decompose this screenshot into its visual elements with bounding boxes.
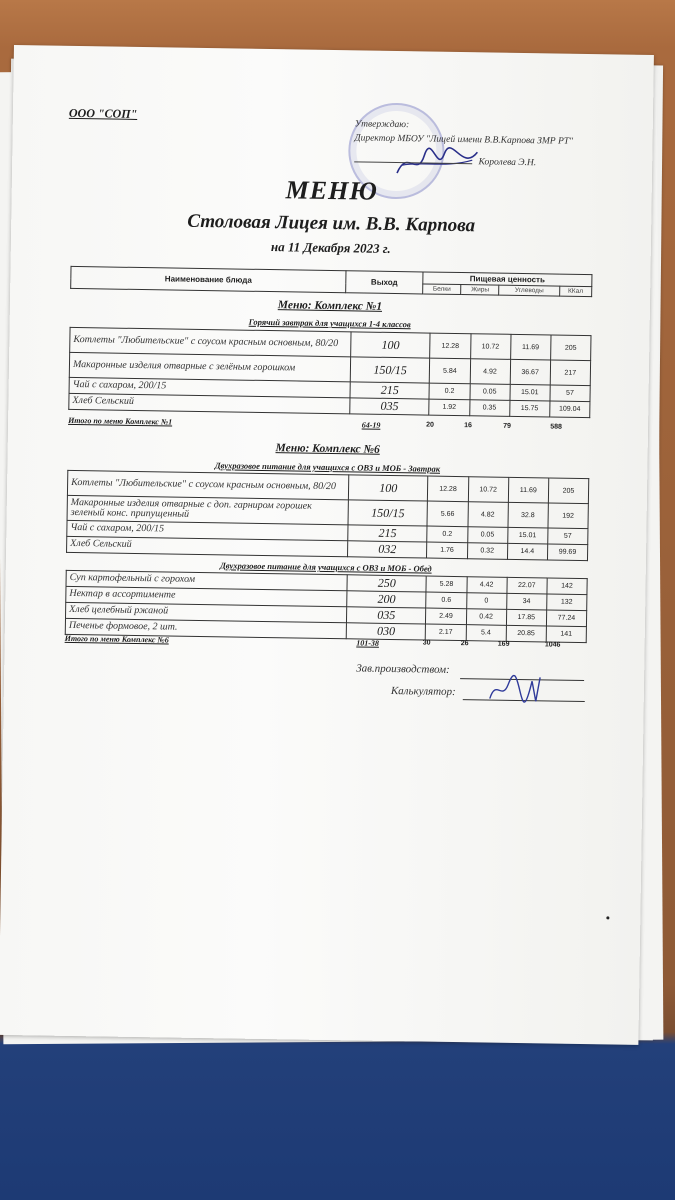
approval-signer: Королева Э.Н. — [478, 156, 537, 168]
dish-yield: 030 — [346, 623, 426, 640]
dish-name: Макаронные изделия отварные с доп. гарниром горошек зеленый конс. припущенный — [67, 495, 348, 524]
header-nutrition: Пищевая ценность — [423, 272, 592, 287]
dish-carbs: 15.01 — [510, 384, 550, 401]
dish-yield: 215 — [350, 382, 430, 399]
dish-kcal: 99.69 — [547, 544, 587, 561]
dish-fats: 0.05 — [467, 527, 507, 544]
dish-proteins: 5.28 — [426, 576, 466, 593]
dish-proteins: 2.17 — [426, 624, 466, 641]
approval-block — [354, 118, 605, 171]
dish-proteins: 1.76 — [427, 542, 467, 559]
dish-kcal: 132 — [546, 594, 586, 611]
dish-proteins: 5.84 — [430, 358, 471, 384]
dish-name: Чай с сахаром, 200/15 — [67, 520, 348, 540]
complex-1-meal-title: Горячий завтрак для учащихся 1-4 классов — [248, 316, 411, 330]
approval-heading: Утверждаю: — [354, 119, 410, 131]
dish-name: Макаронные изделия отварные с зелёным горошком — [69, 352, 350, 381]
dish-fats: 0.32 — [467, 543, 507, 560]
dish-fats: 10.72 — [468, 477, 509, 503]
signature-line — [354, 161, 472, 164]
dish-carbs: 17.85 — [506, 609, 546, 626]
dish-yield: 035 — [350, 398, 430, 415]
total-fats: 26 — [460, 640, 469, 648]
dish-proteins: 1.92 — [429, 399, 469, 416]
document-title: МЕНЮ — [285, 175, 379, 206]
dish-name: Хлеб Сельский — [69, 393, 350, 413]
dish-kcal: 77.24 — [546, 610, 586, 627]
total-fats: 16 — [464, 422, 473, 430]
total-kcal: 1046 — [544, 641, 561, 649]
dish-yield: 150/15 — [350, 357, 430, 383]
dish-fats: 0.42 — [466, 609, 506, 626]
dish-fats: 4.42 — [466, 577, 506, 594]
dish-proteins: 12.28 — [428, 476, 469, 502]
dish-name: Суп картофельный с горохом — [66, 570, 347, 590]
dish-carbs: 11.69 — [510, 334, 551, 360]
dish-yield: 215 — [348, 525, 428, 542]
total-kcal: 588 — [550, 423, 562, 431]
complex-6-lunch-table — [65, 570, 588, 643]
dish-name: Котлеты "Любительские" с соусом красным основным, 80/20 — [67, 470, 348, 499]
total-label: Итого по меню Комплекс №6 — [64, 633, 169, 645]
header-yield: Выход — [346, 271, 423, 294]
dish-fats: 0 — [466, 593, 506, 610]
header-fats: Жиры — [461, 285, 499, 296]
document-subtitle: Столовая Лицея им. В.В. Карпова — [187, 210, 476, 237]
dish-carbs: 20.85 — [506, 625, 546, 642]
complex-6-lunch-title: Двухразовое питание для учащихся с ОВЗ и МОБ - Обед — [219, 560, 432, 574]
dish-carbs: 15.01 — [507, 527, 547, 544]
approval-position: Директор МБОУ "Лицей имени В.В.Карпова ЗМР РТ" — [354, 133, 574, 147]
dish-yield: 200 — [347, 591, 427, 608]
dish-yield: 035 — [347, 607, 427, 624]
complex-6-breakfast-title: Двухразовое питание для учащихся с ОВЗ и МОБ - Завтрак — [214, 460, 441, 474]
dish-kcal: 57 — [550, 385, 590, 402]
dish-fats: 4.92 — [470, 359, 511, 385]
calculator-signature — [486, 670, 547, 711]
total-label: Итого по меню Комплекс №1 — [68, 415, 173, 427]
dish-carbs: 32.8 — [508, 502, 549, 528]
organization-name: ООО "СОП" — [68, 105, 138, 121]
dish-kcal: 205 — [548, 478, 589, 504]
dish-fats: 5.4 — [466, 625, 506, 642]
header-proteins: Белки — [423, 284, 461, 295]
dish-carbs: 36.67 — [510, 359, 551, 385]
total-yield: 101-38 — [356, 638, 380, 648]
dish-name: Чай с сахаром, 200/15 — [69, 377, 350, 397]
dish-carbs: 22.07 — [507, 577, 547, 594]
production-manager-label: Зав.производством: — [356, 662, 450, 676]
dish-fats: 0.35 — [469, 400, 509, 417]
calculator-label: Калькулятор: — [390, 685, 456, 699]
dish-carbs: 14.4 — [507, 543, 547, 560]
dish-name: Печенье формовое, 2 шт. — [65, 618, 346, 638]
dish-yield: 150/15 — [348, 500, 428, 526]
total-yield: 64-19 — [361, 420, 381, 430]
dish-name: Нектар в ассортименте — [66, 586, 347, 606]
dish-fats: 10.72 — [470, 334, 511, 360]
dish-kcal: 142 — [547, 578, 587, 595]
complex-6-title: Меню: Комплекс №6 — [275, 442, 380, 456]
dish-kcal: 109.04 — [550, 401, 590, 418]
header-carbs: Углеводы — [499, 285, 559, 296]
dish-name: Хлеб целебный ржаной — [66, 602, 347, 622]
complex-1-total — [68, 415, 590, 431]
dish-carbs: 34 — [506, 593, 546, 610]
dish-kcal: 217 — [550, 360, 591, 386]
dish-yield: 032 — [348, 541, 428, 558]
dish-kcal: 192 — [548, 503, 589, 529]
total-proteins: 20 — [426, 421, 435, 429]
complex-1-table — [68, 327, 591, 418]
dish-kcal: 57 — [548, 528, 588, 545]
dish-fats: 0.05 — [469, 384, 509, 401]
header-dish-name: Наименование блюда — [71, 266, 346, 292]
dish-yield: 100 — [351, 332, 431, 358]
menu-document — [0, 45, 654, 1045]
dish-carbs: 15.75 — [509, 400, 549, 417]
page-mark — [606, 916, 609, 919]
dish-kcal: 205 — [550, 335, 591, 361]
dish-proteins: 12.28 — [430, 333, 471, 359]
column-header-table — [70, 266, 592, 297]
total-carbs: 169 — [497, 640, 510, 648]
dish-yield: 100 — [348, 475, 428, 501]
dish-fats: 4.82 — [467, 502, 508, 528]
dish-name: Хлеб Сельский — [67, 536, 348, 556]
total-carbs: 79 — [503, 422, 512, 430]
dish-carbs: 11.69 — [508, 477, 549, 503]
complex-1-title: Меню: Комплекс №1 — [277, 299, 383, 313]
dish-proteins: 0.2 — [427, 526, 467, 543]
document-date: на 11 Декабря 2023 г. — [270, 239, 391, 256]
dish-proteins: 0.2 — [429, 383, 469, 400]
dish-name: Котлеты "Любительские" с соусом красным основным, 80/20 — [70, 327, 351, 356]
dish-proteins: 2.49 — [426, 608, 466, 625]
dish-proteins: 5.66 — [427, 501, 468, 527]
dish-proteins: 0.6 — [426, 592, 466, 609]
dish-yield: 250 — [347, 575, 427, 592]
dish-kcal: 141 — [546, 626, 586, 643]
complex-6-breakfast-table — [66, 470, 589, 561]
total-proteins: 30 — [422, 639, 431, 647]
header-kcal: ККал — [559, 286, 591, 297]
